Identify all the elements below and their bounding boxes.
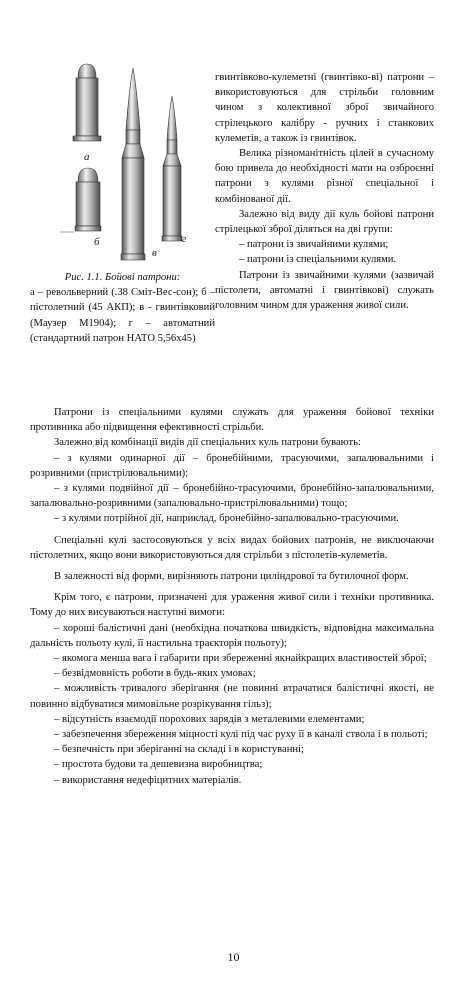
requirement-item: – використання недефіцитних матеріалів. [54, 774, 242, 786]
paragraph-5: Крім того, є патрони, призначені для ураження живої сили і техніки противника. Тому до них висуваються наступні вимоги: [30, 592, 434, 619]
cartridge-v [121, 68, 145, 260]
cartridge-g [162, 96, 182, 241]
rc-paragraph-1: гвинтівково-кулеметні (гвинтівко-ві) патрони – використовуються для стрільби головним чином з колективної зброї звичайного стрілецького калібру - ручних і станкових кулеметів, а також із гвинтівок. [215, 72, 434, 144]
rc-list-item-2: – патрони із спеціальними кулями. [239, 254, 397, 266]
requirement-item: – відсутність взаємодії порохових зарядів з металевими елементами; [54, 713, 365, 725]
requirement-item: – забезпечення збереження міцності кулі під час руху її в каналі ствола і в польоті; [54, 729, 428, 741]
paragraph-2: Залежно від комбінації видів дії спеціальних куль патрони бувають: [54, 437, 361, 449]
right-column [215, 70, 434, 313]
list-item-2: – з кулями подвійної дії – бронебійно-трасуючими, бронебійно-запалювальними, запалювально-розривними (запалювально-пристрілювальними) тощо; [30, 483, 434, 510]
requirement-item: – безпечність при зберіганні на складі і в користуванні; [54, 744, 304, 756]
requirement-item: – безвідмовність роботи в будь-яких умовах; [54, 668, 256, 680]
list-item-3: – з кулями потрійної дії, наприклад, бронебійно-запалювально-трасуючими. [54, 513, 399, 525]
requirement-item: – можливість тривалого зберігання (не повинні втрачатися балістичні якості, не повинно відбуватися мимовільне розрікування гільз); [30, 683, 434, 710]
caption-title: Рис. 1.1. Бойові патрони: [64, 272, 181, 283]
rc-paragraph-3: Залежно від виду дії куль бойові патрони стрілецької зброї діляться на дві групи: [215, 208, 434, 236]
paragraph-4: В залежності від форми, вирізняють патрони циліндрової та бутилочної форм. [54, 571, 409, 583]
cartridges-figure [58, 60, 210, 270]
paragraph-3: Спеціальні кулі застосовуються у всіх видах бойових патронів, не виключаючи пістолетних, якщо вони використовуються для стрільби з пістолетів-кулеметів. [30, 534, 434, 561]
cartridges-illustration [58, 60, 210, 270]
label-a: а [84, 151, 90, 163]
main-text [30, 405, 434, 788]
requirement-item: – простота будови та дешевизна виробництва; [54, 759, 263, 771]
caption-text: а – револьверний (.38 Сміт-Вес-сон); б – пістолетний (45 АКП); в - гвинтівковий (Маузер М1904); г – автоматний (стандартний патрон НАТО 5,56х45) [30, 287, 215, 344]
figure-caption [30, 270, 215, 346]
list-item-1: – з кулями одинарної дії – бронебійними, трасуючими, запалювальними і розривними (пристрілювальними); [30, 452, 434, 479]
label-v: в [152, 247, 157, 259]
rc-list-item-1: – патрони із звичайними кулями; [239, 239, 389, 251]
requirement-item: – хороші балістичні дані (необхідна початкова швидкість, відповідна максимальна дальність польоту кулі, її настильна траєкторія польоту); [30, 622, 434, 649]
label-b: б [94, 236, 100, 248]
rc-paragraph-2: Велика різноманітність цілей в сучасному бою привела до необхідності мати на озброєнні патрони з кулями різної спеціальної і комбінованої дії. [215, 148, 434, 205]
page-number: 10 [227, 950, 240, 964]
cartridge-b [75, 168, 101, 231]
paragraph-1: Патрони із спеціальними кулями служать для ураження бойової техніки противника або підвищення ефективності стрільби. [30, 407, 434, 434]
label-g: г [182, 233, 187, 245]
cartridge-a [73, 64, 101, 141]
requirement-item: – якомога менша вага і габарити при збереженні якнайкращих властивостей зброї; [54, 653, 427, 665]
rc-paragraph-4: Патрони із звичайними кулями (зазвичай пістолети, автоматні і гвинтівкові) служать головним чином для ураження живої сили. [215, 269, 434, 312]
